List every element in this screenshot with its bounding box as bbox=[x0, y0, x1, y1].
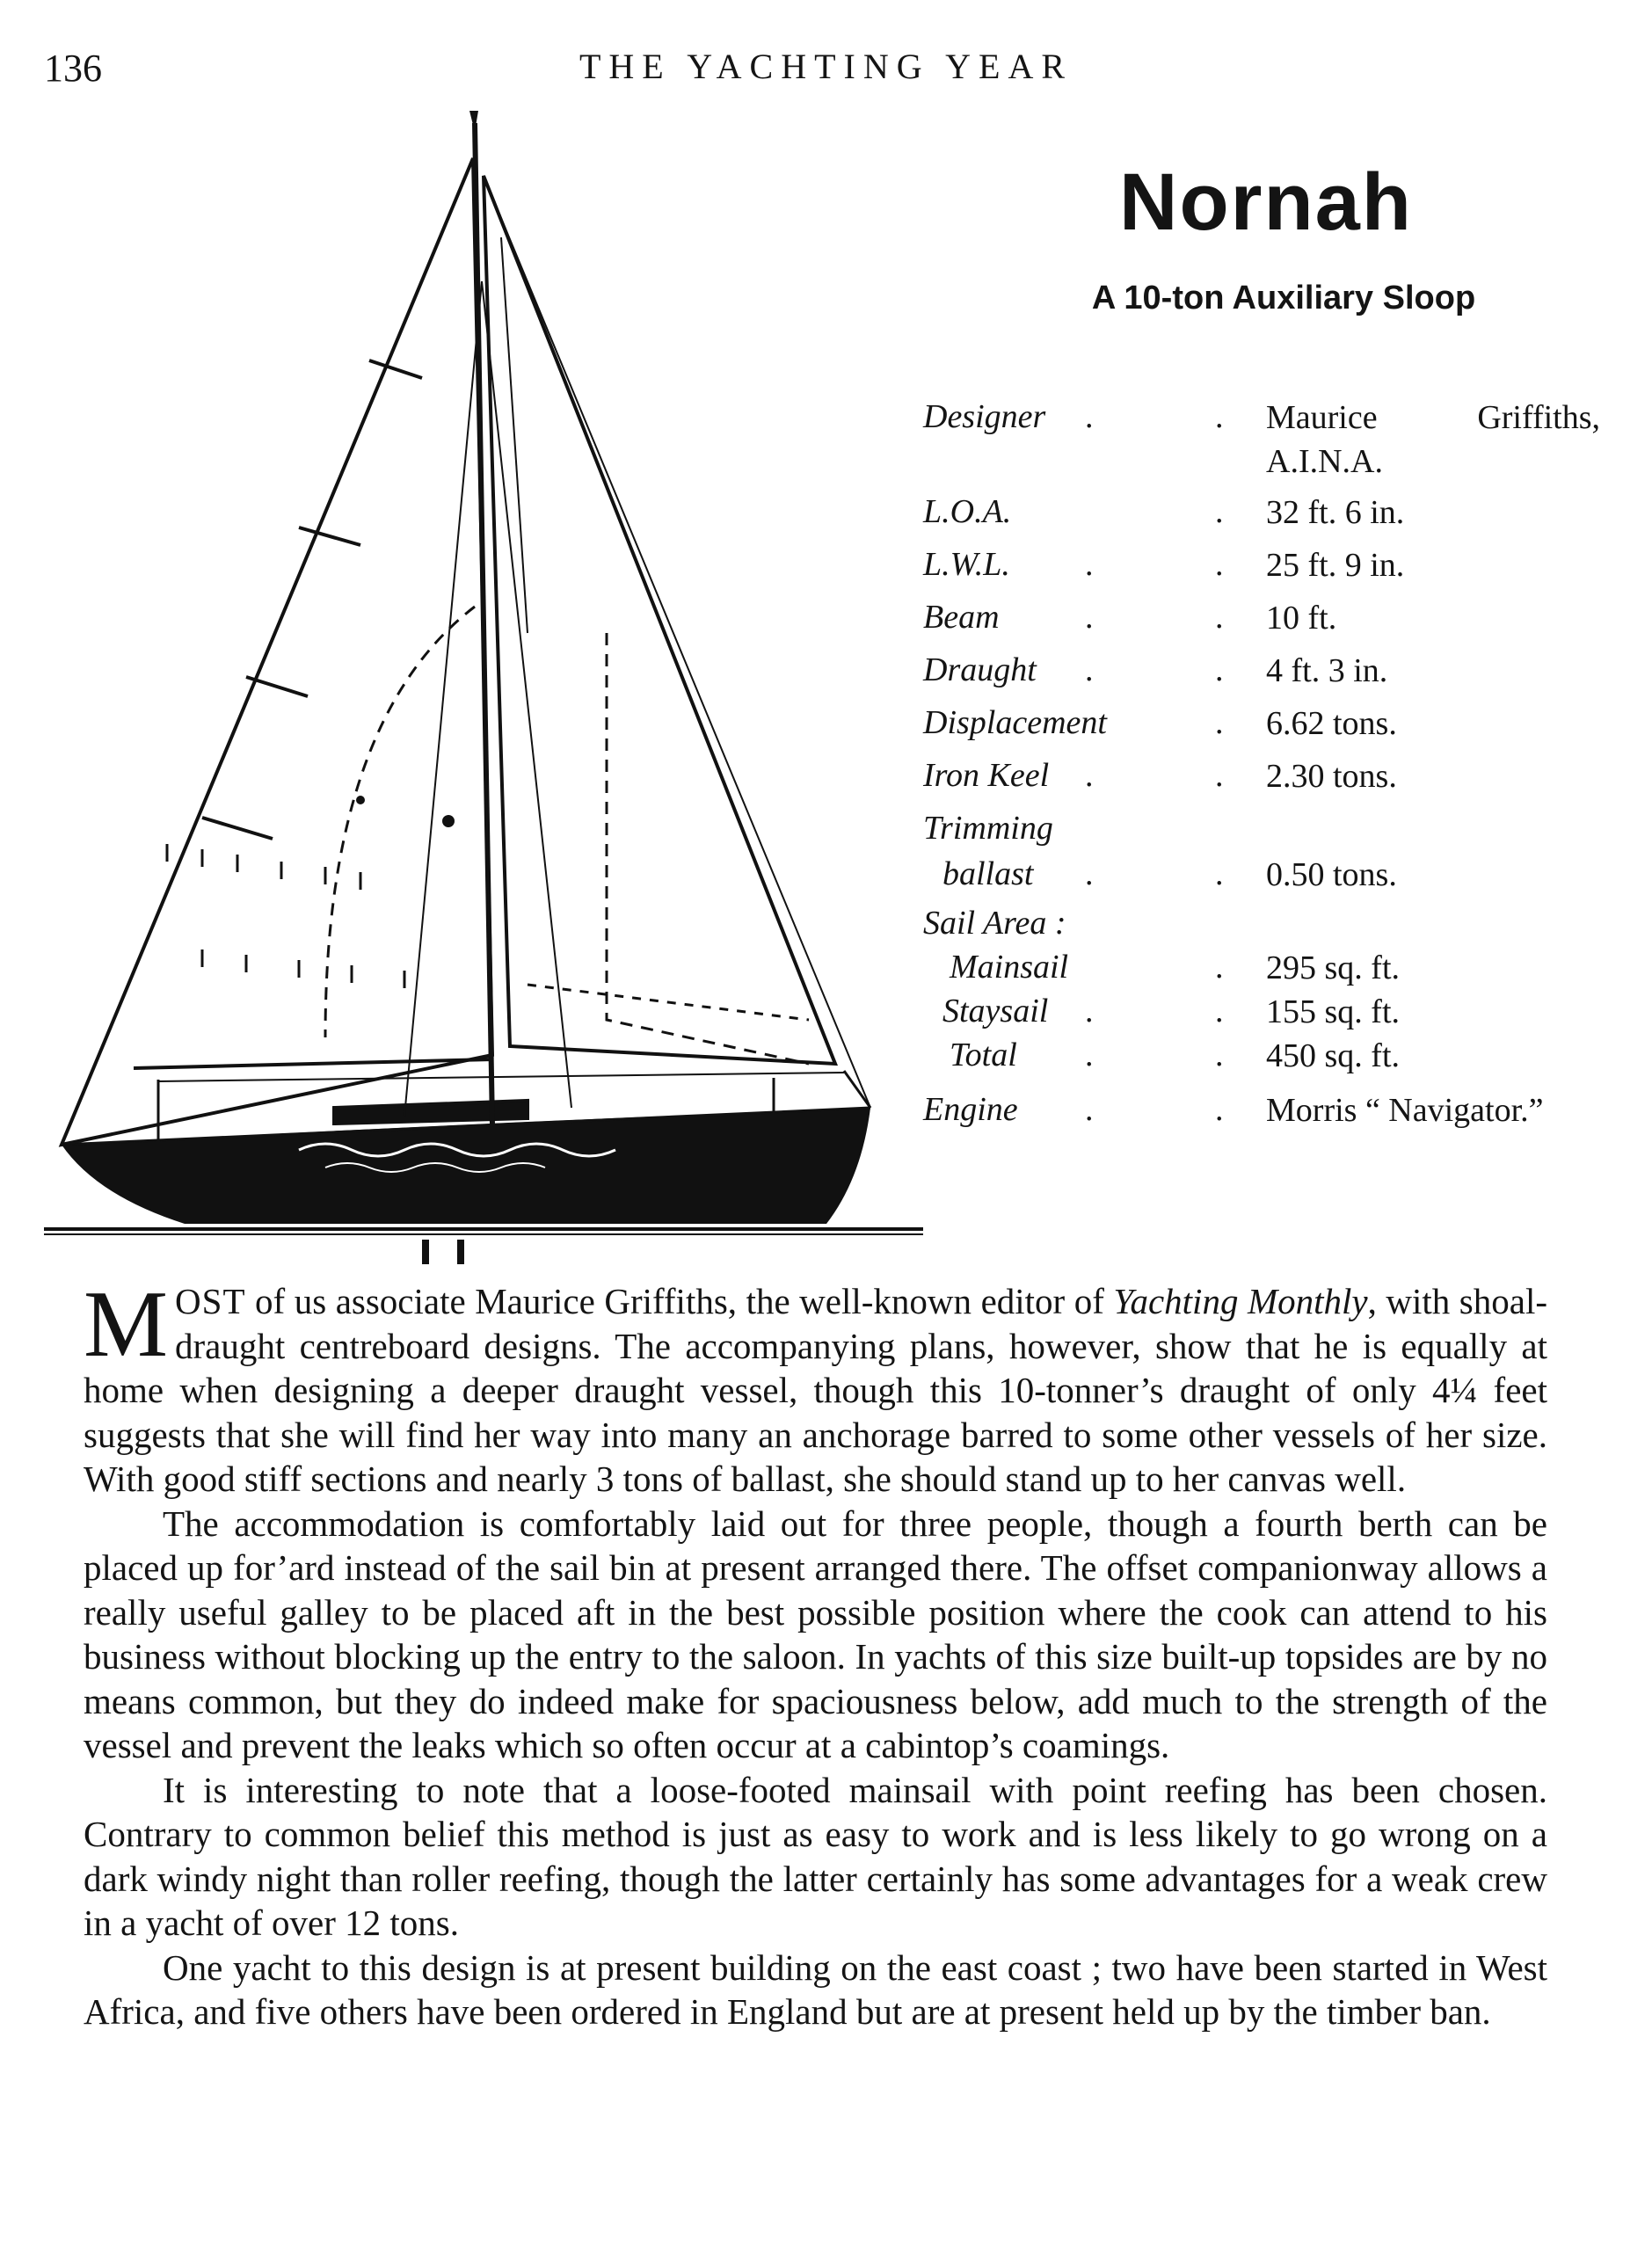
spec-value: 2.30 tons. bbox=[1266, 758, 1397, 795]
spec-value: 155 sq. ft. bbox=[1266, 993, 1400, 1030]
spec-row-lwl: L.W.L. . . 25 ft. 9 in. bbox=[923, 543, 1609, 596]
spec-label: Sail Area : bbox=[923, 905, 1066, 942]
spec-label: Iron Keel bbox=[923, 757, 1050, 794]
spec-row-displacement: Displacement . 6.62 tons. bbox=[923, 702, 1609, 754]
spec-label: Designer bbox=[923, 398, 1046, 435]
article-subtitle: A 10-ton Auxiliary Sloop bbox=[1091, 280, 1476, 316]
spec-label: L.O.A. bbox=[923, 493, 1012, 530]
spec-row-mainsail: Mainsail . 295 sq. ft. bbox=[923, 946, 1609, 990]
spec-label: Staysail bbox=[942, 993, 1049, 1029]
paragraph-1 bbox=[84, 1272, 1548, 1502]
magazine-title: Yachting Monthly bbox=[1113, 1281, 1368, 1321]
spec-row-sail-area bbox=[923, 902, 1609, 946]
spec-label: Displacement bbox=[923, 704, 1107, 741]
spec-label: Mainsail bbox=[950, 949, 1069, 986]
spec-value: 6.62 tons. bbox=[1266, 705, 1397, 742]
spec-label: Total bbox=[950, 1037, 1017, 1073]
spec-value: 25 ft. 9 in. bbox=[1266, 547, 1405, 584]
spec-row-engine: Engine . . Morris “ Navigator.” bbox=[923, 1088, 1609, 1183]
spec-label: Beam bbox=[923, 599, 1000, 636]
article-title: Nornah bbox=[1119, 157, 1413, 247]
staysail bbox=[484, 176, 835, 1064]
paragraph-2: The accommodation is comfortably laid out for three people, though a fourth berth can be placed up for’ard instead of the sail bin at present arranged there. The offset companionway allows a really useful galley to be placed aft in the best possible position where the cook can attend to his business without blocking up the entry to the saloon. In yachts of this size built-up topsides are by no means common, but they do indeed make for spaciousness below, add much to the strength of the vessel and prevent the leaks which so often occur at a cabintop’s coamings. bbox=[84, 1502, 1547, 1765]
spec-row-beam: Beam . . 10 ft. bbox=[923, 596, 1609, 649]
paragraph-3: It is interesting to note that a loose-footed mainsail with point reefing has been chosen. Contrary to common belief this method is just as easy to work and is less likely to go wrong on a dark windy night than roller reefing, though the latter certainly has some advantages for a weak crew in a yacht of over 12 tons. bbox=[84, 1769, 1547, 1943]
spec-value: 4 ft. 3 in. bbox=[1266, 652, 1388, 689]
spec-value: 295 sq. ft. bbox=[1266, 949, 1400, 986]
spec-value: Morris “ Navigator.” bbox=[1266, 1092, 1544, 1129]
spec-row-trimming-ballast: Trimming ballast . . 0.50 tons. bbox=[923, 807, 1609, 902]
article-body bbox=[84, 1272, 1548, 2034]
paragraph-text: of us associate Maurice Griffiths, the well-known editor of bbox=[245, 1281, 1114, 1321]
spec-row-designer: Designer . . Maurice Griffiths, A.I.N.A. bbox=[923, 396, 1609, 491]
running-title: THE YACHTING YEAR bbox=[579, 47, 1073, 86]
spec-label: Trimming bbox=[923, 810, 1053, 847]
sail-plan-illustration bbox=[35, 105, 950, 1284]
drop-cap: M bbox=[84, 1272, 169, 1377]
spec-value: 0.50 tons. bbox=[1266, 856, 1397, 893]
spec-value: 10 ft. bbox=[1266, 600, 1337, 637]
spec-row-iron-keel: Iron Keel . . 2.30 tons. bbox=[923, 754, 1609, 807]
spec-value: 450 sq. ft. bbox=[1266, 1037, 1400, 1074]
spec-row-staysail: Staysail . . 155 sq. ft. bbox=[923, 990, 1609, 1034]
spec-row-total: Total . . 450 sq. ft. bbox=[923, 1034, 1609, 1088]
spec-value: Maurice Griffiths, A.I.N.A. bbox=[1266, 399, 1600, 480]
paragraph-text: , with shoal-draught centreboard designs. The accompanying plans, however, show that he is equally at home when designing a deeper draught vessel, though this 10-tonner’s draught of only 4¼ feet suggests that she will find her way into many an anchorage barred to some other vessels of her size. With good stiff sections and nearly 3 tons of ballast, she should stand up to her canvas well. bbox=[84, 1281, 1548, 1499]
spec-row-draught: Draught . . 4 ft. 3 in. bbox=[923, 649, 1609, 702]
spec-label: Engine bbox=[923, 1091, 1018, 1128]
page-number: 136 bbox=[44, 47, 102, 90]
small-caps-opening: OST bbox=[175, 1281, 246, 1321]
spec-row-loa: L.O.A. . 32 ft. 6 in. bbox=[923, 491, 1609, 543]
spec-label: L.W.L. bbox=[923, 546, 1010, 583]
spec-label: Draught bbox=[923, 651, 1037, 688]
specifications-table bbox=[923, 396, 1609, 1183]
spec-value: 32 ft. 6 in. bbox=[1266, 494, 1405, 531]
spec-label-line2: ballast bbox=[942, 855, 1034, 892]
paragraph-4: One yacht to this design is at present building on the east coast ; two have been started in West Africa, and five others have been ordered in England but are at present held up by the timber ban. bbox=[84, 1946, 1547, 2032]
